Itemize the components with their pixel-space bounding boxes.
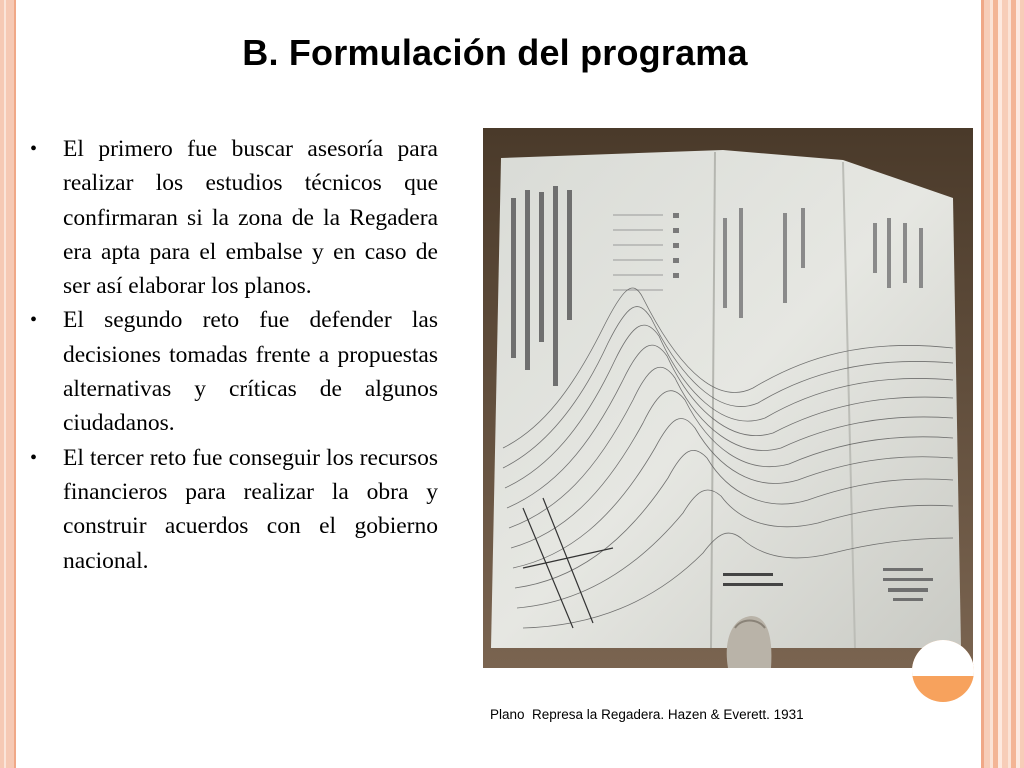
decorative-orange-circle: [912, 640, 974, 702]
bullet-dot: •: [30, 446, 38, 469]
bullet-list: [28, 132, 438, 578]
bullet-text: El tercer reto fue conseguir los recursos financieros para realizar la obra y construir acuerdos con el gobierno nacional.: [63, 444, 438, 574]
bullet-item: [28, 303, 438, 440]
slide-title: B. Formulación del programa: [242, 32, 748, 73]
left-border-decoration: [0, 0, 16, 768]
bullet-dot: •: [30, 138, 38, 160]
bullet-item: [28, 441, 438, 578]
right-border-decoration: [984, 0, 1024, 768]
bullet-dot: •: [30, 309, 38, 332]
bullet-text: El segundo reto fue defender las decisiones tomadas frente a propuestas alternativas y críticas de algunos ciudadanos.: [63, 307, 438, 437]
bullet-text: El primero fue buscar asesoría para realizar los estudios técnicos que confirmaran si la zona de la Regadera era apta para el embalse y en caso de ser así elaborar los planos.: [63, 136, 438, 300]
dam-plan-drawing: [483, 128, 973, 668]
photo-caption: Plano Represa la Regadera. Hazen & Everett. 1931: [490, 707, 804, 722]
bullet-item: [28, 132, 438, 303]
dam-plan-photo: [483, 128, 973, 668]
